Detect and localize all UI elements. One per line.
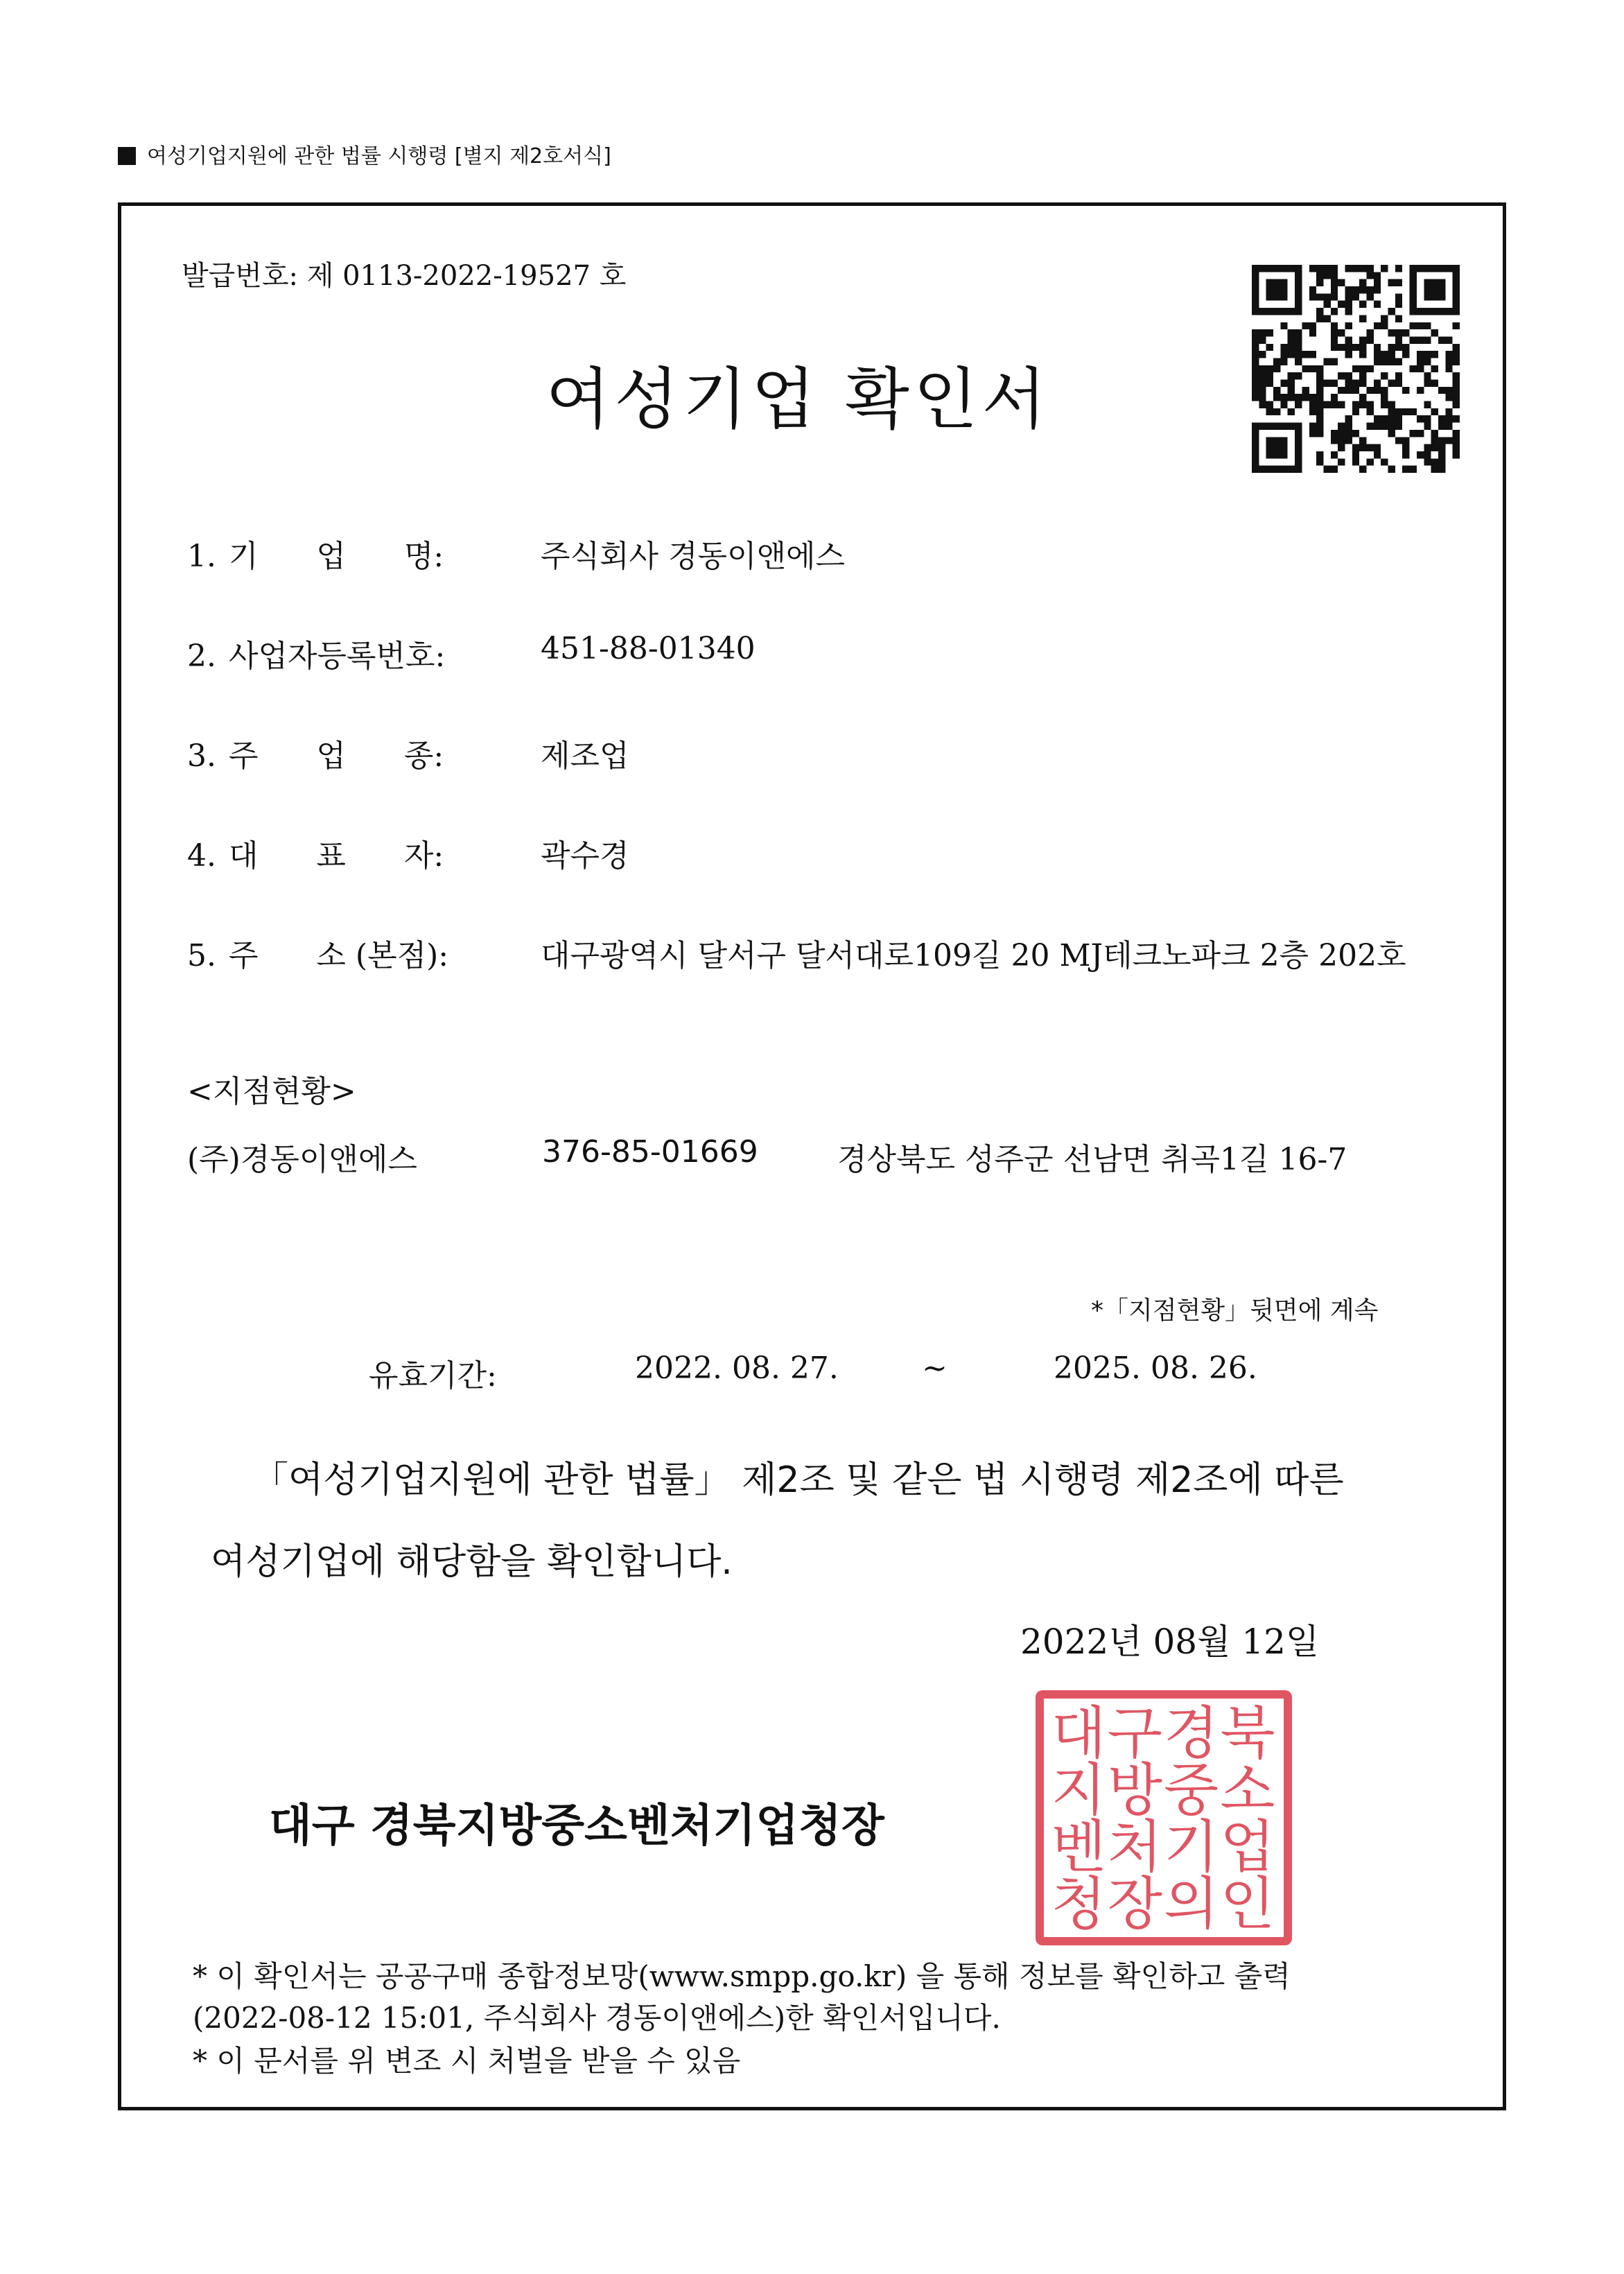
continue-note: *「지점현황」뒷면에 계속	[1091, 1296, 1379, 1325]
branch-address: 경상북도 성주군 선남면 취곡1길 16-7	[837, 1142, 1347, 1177]
row-number: 5.	[187, 938, 216, 973]
row-label: 주 소 (본점):	[229, 938, 449, 973]
row-number: 4.	[187, 838, 216, 874]
row-bizreg-label	[187, 631, 445, 675]
row-number: 3.	[187, 738, 216, 774]
row-industry-value: 제조업	[541, 738, 629, 774]
row-label: 사업자등록번호:	[229, 639, 446, 674]
validity-tilde: ~	[922, 1351, 948, 1386]
footnote-2: (2022-08-12 15:01, 주식회사 경동이앤에스)한 확인서입니다.	[193, 2001, 1001, 2035]
row-label: 대 표 자:	[229, 838, 444, 874]
square-bullet-icon	[118, 147, 136, 165]
seal-row: 청장의인	[1051, 1871, 1277, 1937]
branch-name: (주)경동이앤에스	[187, 1142, 417, 1177]
row-address-label	[187, 930, 448, 975]
form-reference-text: 여성기업지원에 관한 법률 시행령 [별지 제2호서식]	[147, 144, 611, 168]
qr-code-icon	[1252, 265, 1460, 473]
seal-row: 지방중소	[1051, 1757, 1277, 1823]
branch-reg-no: 376-85-01669	[542, 1134, 758, 1170]
branch-heading: <지점현황>	[187, 1074, 356, 1109]
row-number: 1.	[187, 539, 216, 574]
row-company-label	[187, 531, 444, 575]
row-label: 주 업 종:	[229, 738, 444, 774]
row-number: 2.	[187, 639, 216, 674]
seal-row: 대구경북	[1051, 1701, 1277, 1767]
issuer-name: 대구 경북지방중소벤처기업청장	[269, 1800, 884, 1852]
statement-line-2: 여성기업에 해당함을 확인합니다.	[211, 1541, 733, 1583]
form-reference	[118, 139, 611, 169]
issue-date: 2022년 08월 12일	[1020, 1622, 1320, 1662]
row-bizreg-value: 451-88-01340	[541, 631, 756, 666]
row-ceo-label	[187, 831, 444, 875]
validity-end: 2025. 08. 26.	[1054, 1351, 1257, 1386]
row-label: 기 업 명:	[229, 539, 444, 574]
row-industry-label	[187, 731, 444, 775]
row-ceo-value: 곽수경	[541, 838, 629, 874]
statement-line-1: 「여성기업지원에 관한 법률」 제2조 및 같은 법 시행령 제2조에 따른	[252, 1459, 1344, 1501]
validity-start: 2022. 08. 27.	[635, 1351, 839, 1386]
row-address-value: 대구광역시 달서구 달서대로109길 20 MJ테크노파크 2층 202호	[541, 938, 1406, 973]
issue-number: 발급번호: 제 0113-2022-19527 호	[182, 260, 627, 292]
validity-label: 유효기간:	[369, 1358, 497, 1394]
footnote-3: * 이 문서를 위 변조 시 처벌을 받을 수 있음	[193, 2044, 741, 2078]
row-company-value: 주식회사 경동이앤에스	[541, 539, 846, 574]
document-title-text: 여성기업 확인서	[545, 361, 1051, 438]
footnote-1: * 이 확인서는 공공구매 종합정보망(www.smpp.go.kr) 을 통해 정보를 확인하고 출력	[193, 1959, 1291, 1993]
official-seal	[1036, 1690, 1292, 1945]
seal-row: 벤처기업	[1051, 1814, 1277, 1880]
